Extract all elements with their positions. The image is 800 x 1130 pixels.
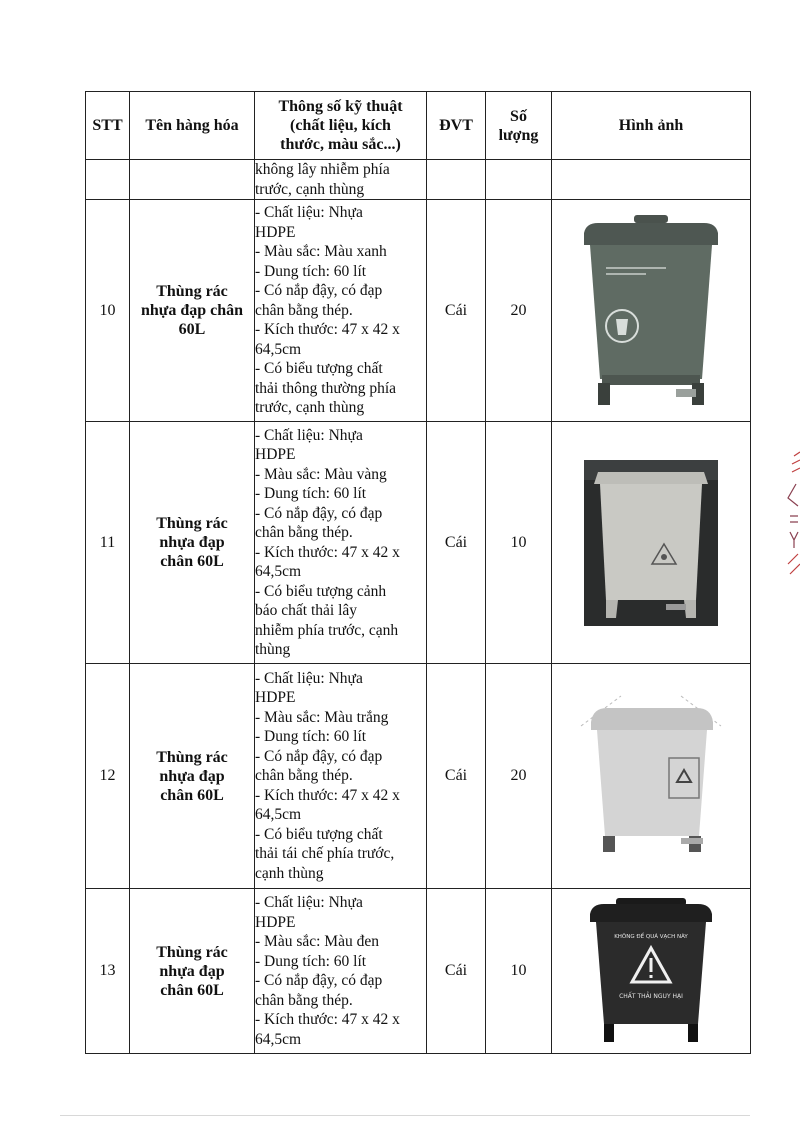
row-image [552, 664, 751, 889]
table-row [86, 889, 751, 1054]
yellow-trash-bin-icon [584, 460, 718, 626]
header-image: Hình ảnh [552, 92, 751, 160]
row-name: Thùng rác nhựa đạp chân 60L [130, 889, 255, 1054]
row-stt: 10 [86, 200, 130, 422]
header-name: Tên hàng hóa [130, 92, 255, 160]
row-stt: 11 [86, 422, 130, 664]
row-dvt: Cái [427, 889, 486, 1054]
row-dvt: Cái [427, 422, 486, 664]
row-image [552, 889, 751, 1054]
header-spec-line: (chất liệu, kích [290, 117, 391, 134]
row-spec: - Chất liệu: Nhựa HDPE - Màu sắc: Màu vàng - Dung tích: 60 lít - Có nắp đậy, có đạp chân bằng thép. - Kích thước: 47 x 42 x 64,5cm - Có biểu tượng cảnh báo chất thải lây nhiễm phía trước, cạnh thùng [255, 422, 427, 664]
row-qty: 10 [486, 889, 552, 1054]
spec-line: không lây nhiễm phía [255, 161, 390, 178]
row-spec: - Chất liệu: Nhựa HDPE - Màu sắc: Màu trắng - Dung tích: 60 lít - Có nắp đậy, có đạp chân bằng thép. - Kích thước: 47 x 42 x 64,5cm - Có biểu tượng chất thải tái chế phía trước, cạnh thùng [255, 664, 427, 889]
header-qty-line: lượng [498, 126, 539, 144]
white-trash-bin-icon [571, 686, 731, 866]
header-spec-line: thước, màu sắc...) [280, 136, 401, 153]
row-qty: 20 [486, 200, 552, 422]
row-name: Thùng rác nhựa đạp chân 60L [130, 422, 255, 664]
header-spec [255, 92, 427, 160]
spec-continuation [255, 160, 427, 200]
row-stt: 13 [86, 889, 130, 1054]
margin-stamp-fragment [780, 450, 800, 580]
header-qty-line: Số [510, 107, 527, 125]
table-row [86, 664, 751, 889]
header-spec-line: Thông số kỹ thuật [278, 98, 403, 115]
black-trash-bin-icon [586, 896, 716, 1046]
row-image [552, 200, 751, 422]
bin-label-top: KHÔNG ĐỂ QUÁ VẠCH NÀY [614, 934, 688, 940]
row-qty: 10 [486, 422, 552, 664]
header-qty [486, 92, 552, 160]
scan-artifact-line [60, 1114, 750, 1117]
row-image [552, 422, 751, 664]
bin-label-bottom: CHẤT THẢI NGUY HẠI [619, 993, 683, 1000]
spec-line: trước, cạnh thùng [255, 180, 365, 198]
row-dvt: Cái [427, 664, 486, 889]
table-row [86, 422, 751, 664]
row-name: Thùng rác nhựa đạp chân 60L [130, 664, 255, 889]
product-spec-table [85, 91, 751, 1054]
row-qty: 20 [486, 664, 552, 889]
header-stt: STT [86, 92, 130, 160]
row-spec: - Chất liệu: Nhựa HDPE - Màu sắc: Màu xanh - Dung tích: 60 lít - Có nắp đậy, có đạp chân bằng thép. - Kích thước: 47 x 42 x 64,5cm - Có biểu tượng chất thải thông thường phía trước, cạnh thùng [255, 200, 427, 422]
green-trash-bin-icon [576, 211, 726, 411]
row-name: Thùng rác nhựa đạp chân 60L [130, 200, 255, 422]
header-dvt: ĐVT [427, 92, 486, 160]
row-stt: 12 [86, 664, 130, 889]
table-row-continuation [86, 160, 751, 200]
table-header-row [86, 92, 751, 160]
row-dvt: Cái [427, 200, 486, 422]
table-row [86, 200, 751, 422]
row-spec: - Chất liệu: Nhựa HDPE - Màu sắc: Màu đen - Dung tích: 60 lít - Có nắp đậy, có đạp chân bằng thép. - Kích thước: 47 x 42 x 64,5cm [255, 889, 427, 1054]
